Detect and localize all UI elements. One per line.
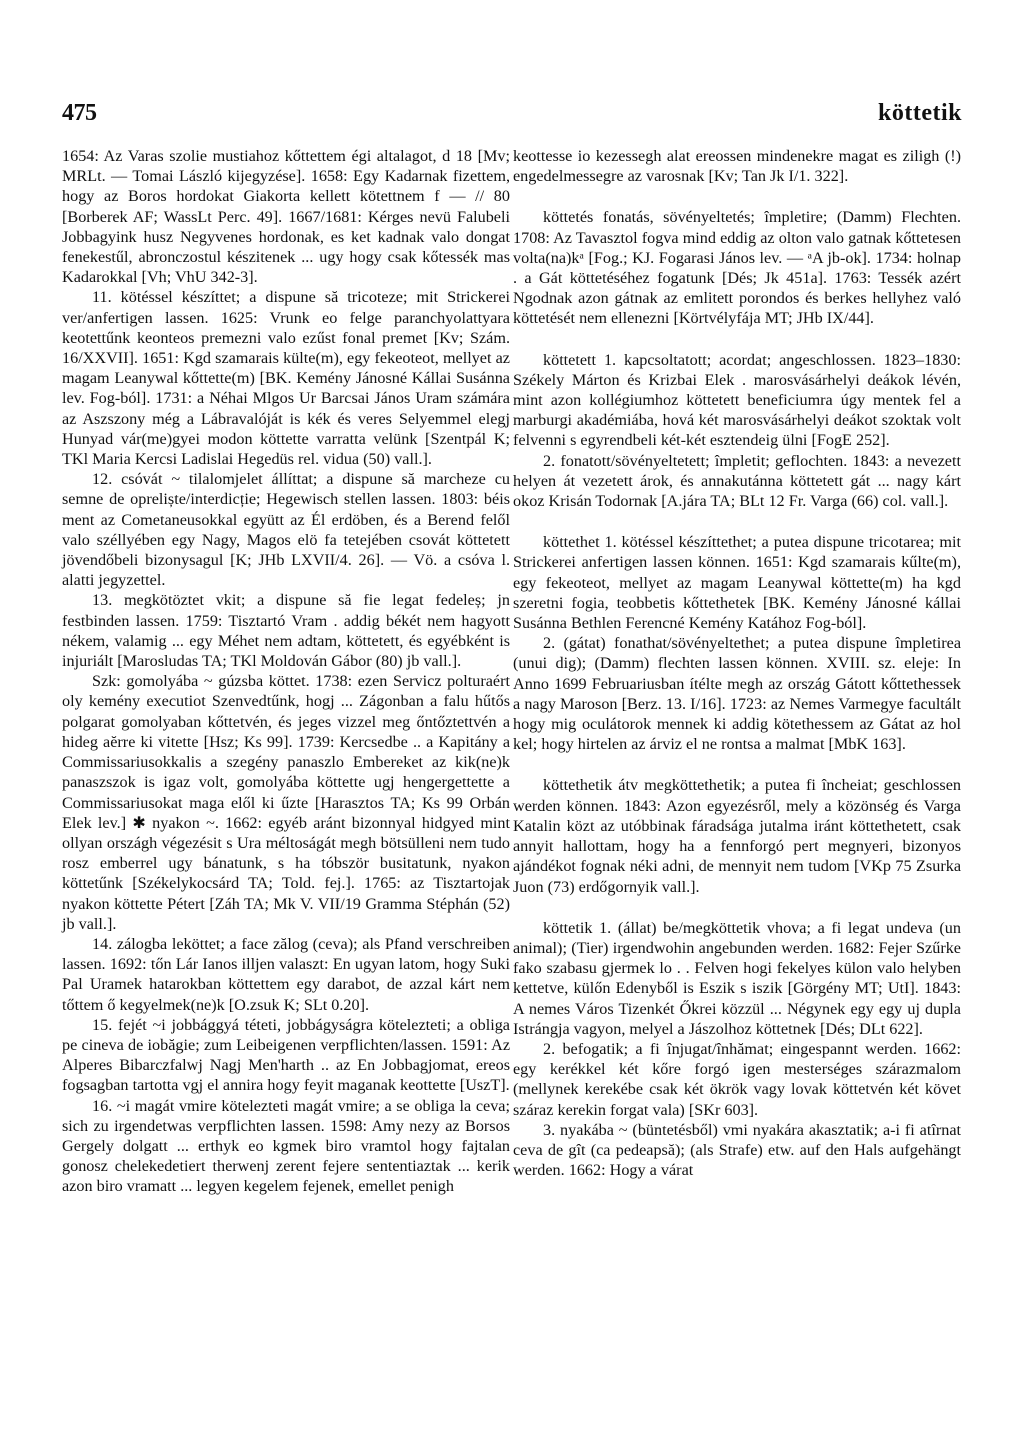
dictionary-entry: köttethetik átv megköttethetik; a putea fi încheiat; geschlossen werden können. 1843: Azon egyezésről, mely a közönség és Varga Katalin közt az utóbbinak fáradsága jutalma iránt köttethetett, csak annyit hallottam, hogy ha a fennforgó pert megnyeri, bizonyos ajándékot fognak néki adni, de mennyit nem tudom [VKp 75 Zsurka Juon (73) erdőgornyik vall.]. xyxy=(513,776,961,896)
dictionary-entry: köttetik 1. (állat) be/megköttetik vhova; a fi legat undeva (un animal); (Tier) irgendwohin angebunden werden. 1682: Fejer Szűrke fako szabasu gjermek lo . . Felven hogi fekelyes külon valo helyben kettetve, külőn Edenyből is Eszik s iszik [Görgény MT; UtI]. 1843: A nemes Város Tizenkét Őkrei közzül ... Négynek egy egy uj dupla Istrángja vagyon, melyel a Jászolhoz köttetnek [Dés; DLt 622]. xyxy=(513,918,961,1038)
left-paragraph: 1654: Az Varas szolie mustiahoz kőttettem égi altalagot, d 18 [Mv; MRLt. — Tomai László kijegyzése]. 1658: Egy Kadarnak fizettem, hogy az Boros hordokat Giakorta kellett kötettnem f — // 80 [Borberek AF; WassLt Perc. 49]. 1667/1681: Kérges nevü Falubeli Jobbagyink husz Negyvenes hordonak, es ket kadnak valo dongat fenekestűl, abronczostul készitenek ... ugy hogy csak kőtessék mas Kadarokkal [Vh; VhU 342-3]. xyxy=(62,147,510,287)
right-paragraph: 2. (gátat) fonathat/sövényeltethet; a putea dispune împletirea (unui dig); (Damm) flechten lassen können. XVIII. sz. eleje: In Anno 1699 Februariusban ítélte megh az ország Gátott kőttethessek a nagy Maroson [Berz. 13. I/16]. 1723: az Nemes Varmegye facultált hogy mig oculátorok mennek ki addig kötethessem az Gátat az hol kel; hogy hirtelen az árviz el ne rontsa a malmat [MbK 163]. xyxy=(513,634,961,754)
left-paragraph: Szk: gomolyába ~ gúzsba köttet. 1738: ezen Servicz polturaért oly kemény executiot Szenvedtűnk, hogj ... Zágonban a falu hűtős polgarat gomolyaban kőttetvén, és jeges vizzel meg őntőztettvén a hideg aĕrre ki vitette [Hsz; Ks 99]. 1739: Kercsedbe .. a Kapitány a Commissariusokkalis a szegény panaszlo Embereket az kik(ne)k panaszszok is igaz volt, gomolyába köttette ugj hengergettette a Commissariusokat maga elől ki űzte [Harasztos TA; Ks 99 Orbán Elek lev.] ✱ nyakon ~. 1662: egyéb aránt bizonnyal hidgyed mint ollyan országh végezésit s Ura méltoságát megh bötsülleni nem tudo rosz emberrel ugy bánatunk, s ha tóbször busitatunk, nyakon köttetűnk [Székelykocsárd TA; Told. fej.]. 1765: az Tisztartojak nyakon köttette Pétert [Záh TA; Mk V. VII/19 Gramma Stéphán (52) jb vall.]. xyxy=(62,672,510,933)
page-header xyxy=(62,100,962,130)
left-paragraph: 12. csóvát ~ tilalomjelet állíttat; a dispune să marcheze cu semne de opreliște/interdicție; Hegewisch stellen lassen. 1803: béis ment az Cometaneusokkal együtt az Él erdöben, és a Berend felől valo széllyében egy Nagy, Magos elö fa tetejében csovát köttetett jövendőbeli bizonysagul [K; JHb LXVII/4. 26]. — Vö. a csóva l. alatti jegyzettel. xyxy=(62,470,510,590)
left-paragraph: 11. kötéssel készíttet; a dispune să tricoteze; mit Strickerei ver/anfertigen lassen. 1625: Vrunk eo felge paranchyolattyara keotettűnk keonteos premezni valo ezűst fonal premet [Kv; Szám. 16/XXVII]. 1651: Kgd szamarais külte(m), egy fekeoteot, mellyet az magam Leanywal kőttette(m) [BK. Kemény Jánosné Kállai Susánna lev. Fog-ból]. 1731: a Néhai Mlgos Ur Barcsai János Uram számára az Aszszony még a Lábravalóját is kék és veres Selyemmel elegj Hunyad vár(me)gyei modon köttette varratta velünk [Szentpál K; TKl Maria Kercsi Ladislai Hegedüs rel. vidua (50) vall.]. xyxy=(62,288,510,469)
dictionary-entry: köttethet 1. kötéssel készíttethet; a putea dispune tricotarea; mit Strickerei anfertigen lassen können. 1651: Kgd szamarais kűlte(m), egy fekeoteot, mellyet az magam Leanywal köttette(m) ha kgd szeretni fogia, teobbetis kőttethetek [BK. Kemény Jánosné kállai Susánna Bethlen Ferencné Kemény Katához Fog-ból]. xyxy=(513,533,961,633)
right-paragraph: 2. befogatik; a fi înjugat/înhămat; eingespannt werden. 1662: egy kerékkel két kőre forgó igen mesterséges szárazmalom (mellynek kerekébe csak két ökrök vagy lovak köttetvén két követ száraz kerekin forgat vala) [SKr 603]. xyxy=(513,1039,961,1119)
running-head: köttetik xyxy=(878,100,962,126)
right-paragraph: 3. nyakába ~ (büntetésből) vmi nyakára akasztatik; a-i fi atîrnat ceva de gît (ca pedeapsă); (als Strafe) etw. auf den Hals aufgehängt werden. 1662: Hogy a várat xyxy=(513,1120,961,1180)
left-paragraph: 16. ~i magát vmire kötelezteti magát vmire; a se obliga la ceva; sich zu irgendetwas verpflichten lassen. 1598: Amy nezy az Borsos Gergely dolgatt ... erthyk eo kgmek biro vramtol hogy fajtalan gonosz chelekedetiert therwenj zerent fejere sententiaztak ... kerik azon biro vramatt ... legyen kegelem fejenek, emellet penigh xyxy=(62,1096,510,1196)
right-paragraph: keottesse io kezessegh alat ereossen mindenekre magat es ziligh (!) engedelmessegre az varosnak [Kv; Tan Jk I/1. 322]. xyxy=(513,147,961,186)
left-paragraph: 13. megkötöztet vkit; a dispune să fie legat fedeleș; jn festbinden lassen. 1759: Tisztartó Vram . addig békét nem hagyott nékem, valamig ... egy Méhet nem adtam, köttetett, és egyébként is injuriált [Marosludas TA; TKl Moldován Gábor (80) jb vall.]. xyxy=(62,591,510,671)
right-column xyxy=(513,146,961,1180)
page-number: 475 xyxy=(62,100,97,126)
dictionary-entry: köttetett 1. kapcsoltatott; acordat; angeschlossen. 1823–1830: Székely Márton és Krizbai Elek . marosvásárhelyi deákok lévén, mint azon kollégiumhoz köttetett beneficiumra úgy mentek fel a marburgi akadémiába, hová két marosvásárhelyi deákot szoktak volt felvenni s egyrendbeli két-két esztendeig ülni [FogE 252]. xyxy=(513,350,961,450)
left-paragraph: 15. fejét ~i jobbággyá téteti, jobbágyságra kötelezteti; a obliga pe cineva de iobăgie; zum Leibeigenen verpflichten/lassen. 1591: Az Alperes Bibarczfalwj Nagj Men'harth .. az En Jobbagjomat, ereos fogsagban tartotta vgj el annira hogy feyit maganak keottette [UszT]. xyxy=(62,1015,510,1095)
dictionary-entry: köttetés fonatás, sövényeltetés; împletire; (Damm) Flechten. 1708: Az Tavasztol fogva mind eddig az olton valo gatnak kőttetesen volta(na)kᵃ [Fog.; KJ. Fogarasi János lev. — ᵃA jb-ok]. 1734: holnap . a Gát köttetéséhez fogatunk [Dés; Jk 451a]. 1763: Tessék azért Ngodnak azon gátnak az emlitett porondos és berkes hellyhez való köttetését nem ellenezni [Körtvélyfája MT; JHb IX/44]. xyxy=(513,208,961,328)
left-column xyxy=(62,146,510,1197)
left-paragraph: 14. zálogba leköttet; a face zălog (ceva); als Pfand verschreiben lassen. 1692: tőn Lár Ianos illjen valaszt: En ugyan latom, hogy Suki Pal Uramek hatarokban köttettem egy darabot, de azzal kárt nem tőttem ő kegyelmek(ne)k [O.zsuk K; SLt 0.20]. xyxy=(62,934,510,1014)
right-paragraph: 2. fonatott/sövényeltetett; împletit; geflochten. 1843: a nevezett helyen át vezetett árok, és annakutánna köttetett gát ... nagy kárt okoz Krisán Todornak [A.jára TA; BLt 12 Fr. Varga (66) col. vall.]. xyxy=(513,451,961,511)
